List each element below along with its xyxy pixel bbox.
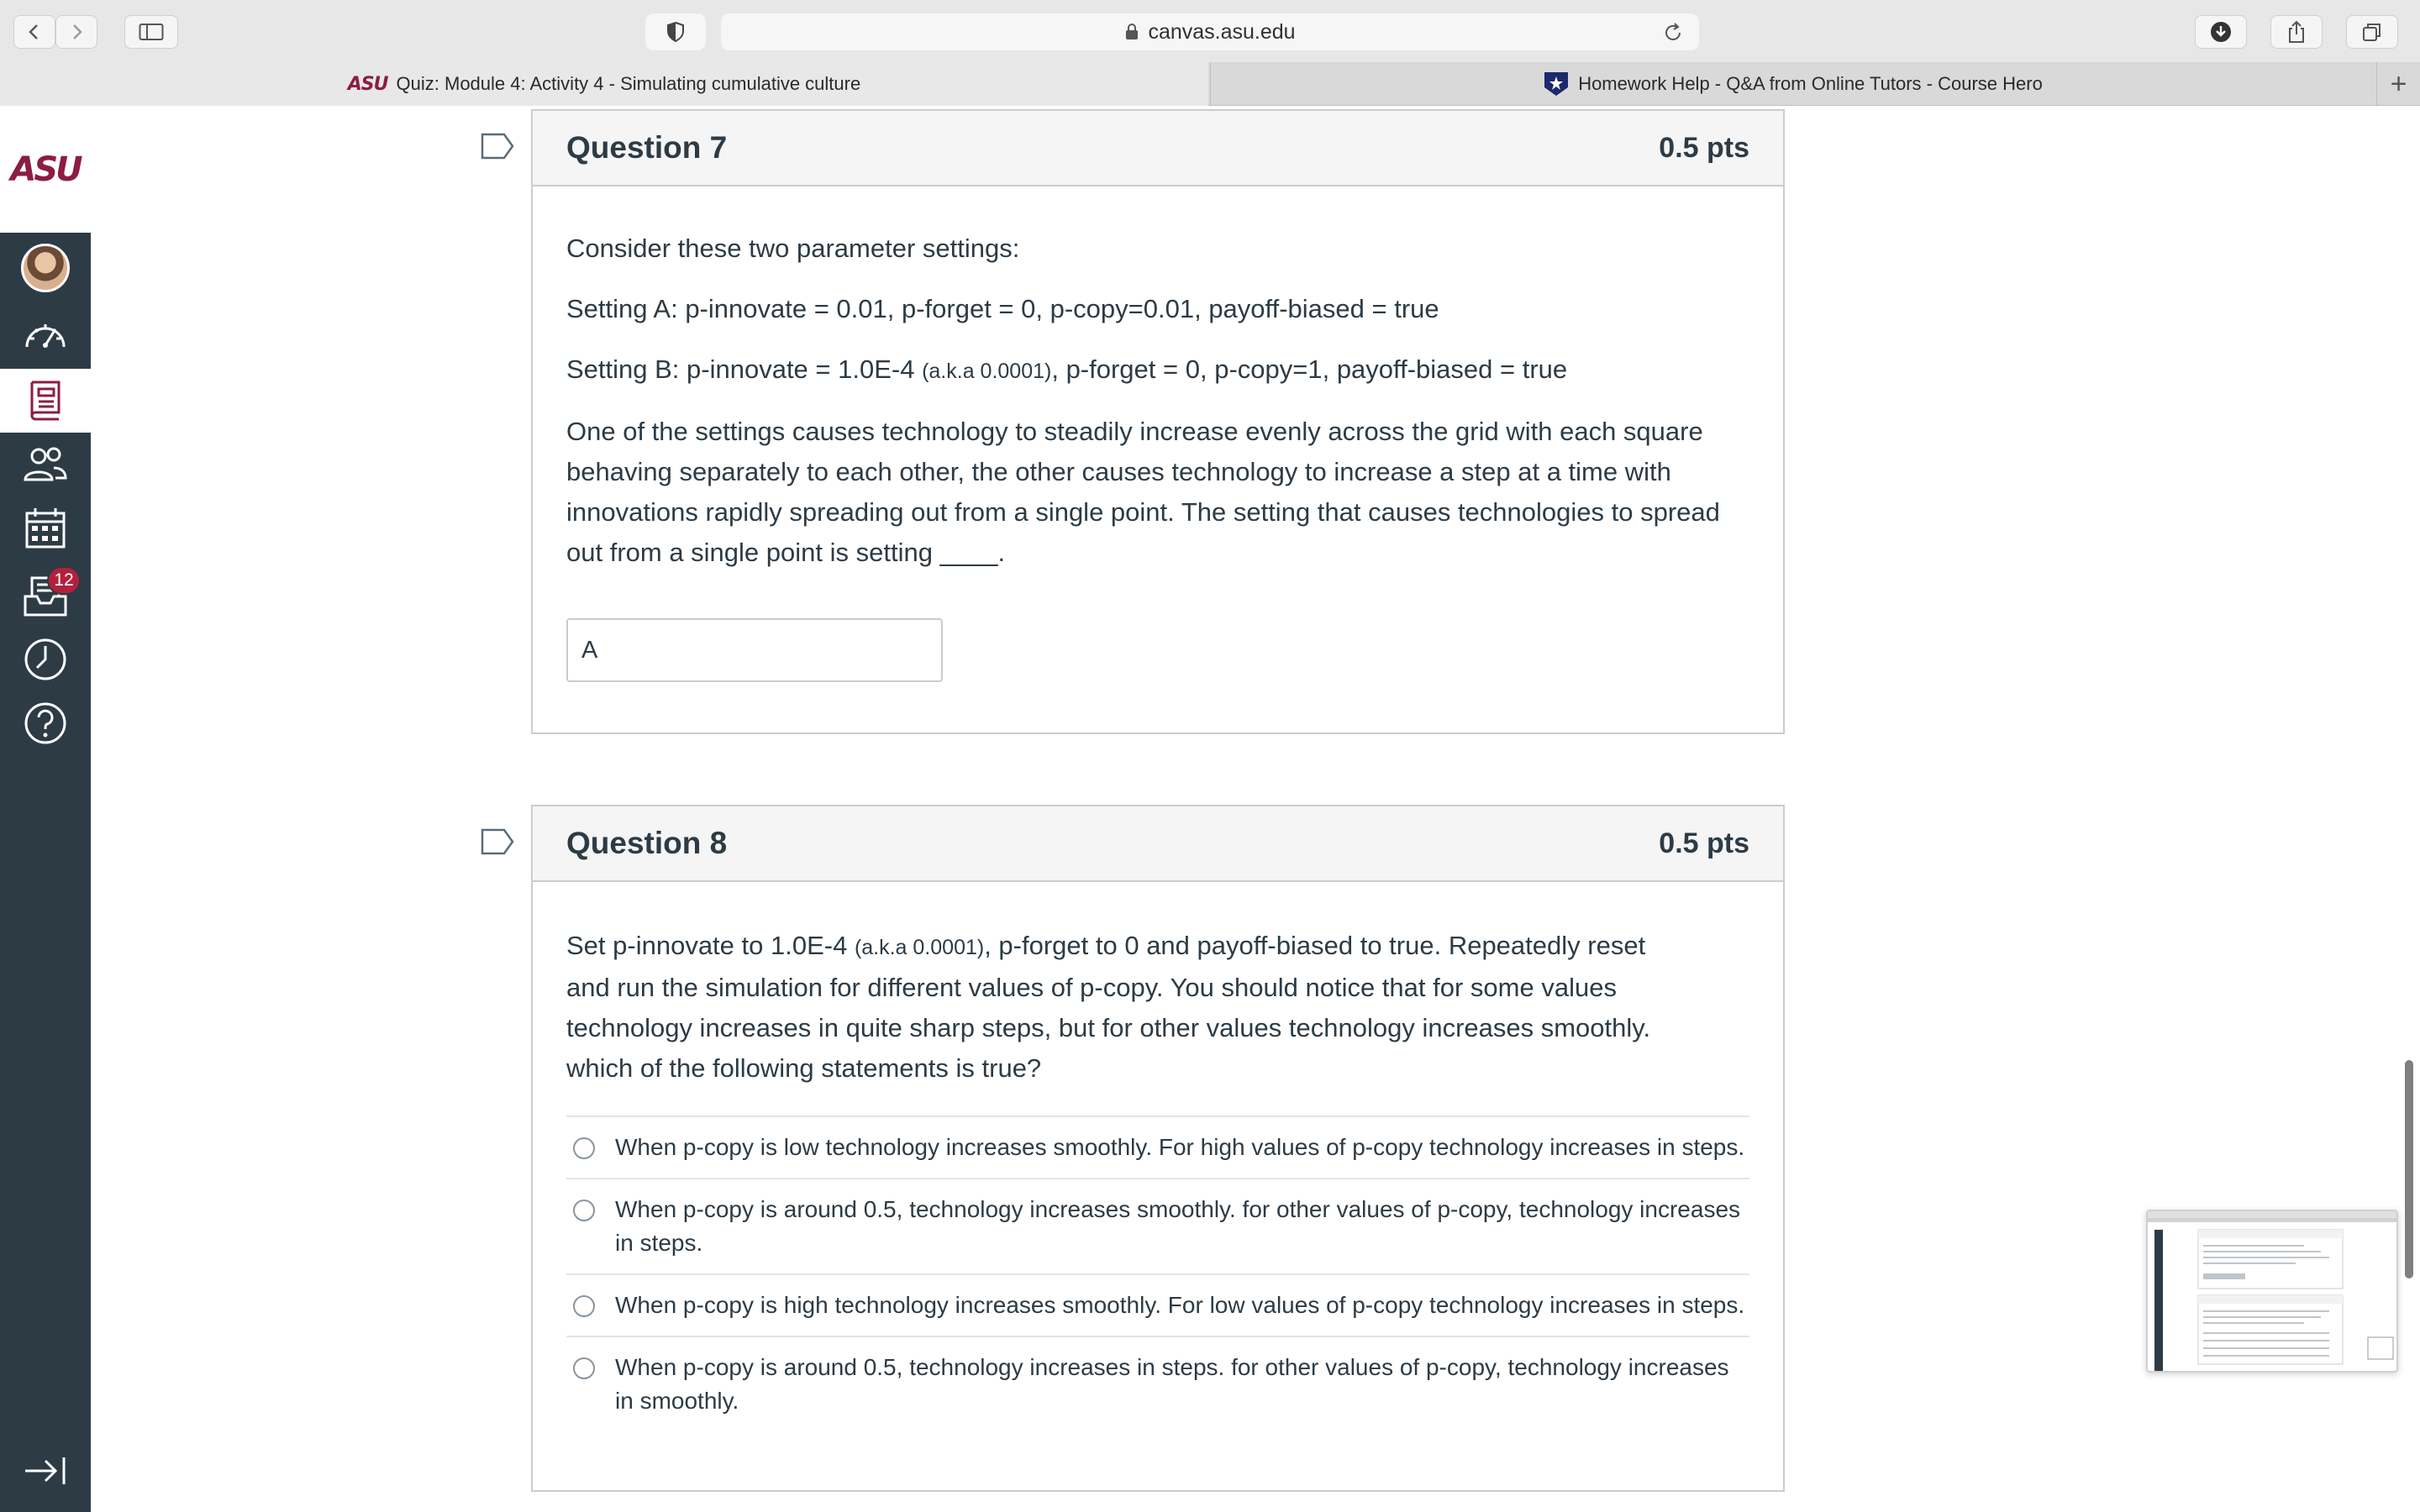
shield-icon — [666, 21, 685, 43]
nav-calendar[interactable] — [0, 496, 91, 560]
question-7-points: 0.5 pts — [1659, 131, 1749, 164]
courses-icon — [22, 377, 69, 424]
question-8-text: Set p-innovate to 1.0E-4 (a.k.a 0.0001), p-forget to 0 and payoff-biased to true. Repeatedly reset and run the simulation for different values of p-copy. You should notice that for some values technology increases in quite sharp steps, but for other values technology increases smoothly. which of the following statements is true? — [566, 931, 1651, 1083]
question-7-text: One of the settings causes technology to steadily increase evenly across the grid with each square behaving separately to each other, the other causes technology to increase a step at a time with innovations rapidly spreading out from a single point. The setting that causes technologies to spread out from a single point is setting ____. — [566, 417, 1720, 567]
nav-courses[interactable] — [0, 369, 91, 433]
back-button[interactable] — [13, 15, 55, 49]
question-8-option-3[interactable] — [566, 1275, 1749, 1337]
question-8-option-1[interactable] — [566, 1117, 1749, 1179]
history-icon — [22, 636, 69, 683]
option-2-radio[interactable] — [573, 1200, 595, 1221]
question-7-title: Question 7 — [566, 130, 728, 165]
groups-icon — [22, 441, 69, 488]
sidebar-toggle-button[interactable] — [124, 15, 178, 49]
option-3-label: When p-copy is high technology increases smoothly. For low values of p-copy technology increases in steps. — [615, 1292, 1745, 1318]
question-7-intro: Consider these two parameter settings: — [566, 234, 1020, 263]
privacy-report-button[interactable] — [645, 13, 706, 50]
question-8-points: 0.5 pts — [1659, 827, 1749, 859]
avatar — [21, 244, 70, 292]
share-icon — [2286, 20, 2307, 44]
page-scrollbar[interactable] — [2405, 1060, 2413, 1278]
nav-groups[interactable] — [0, 433, 91, 496]
question-8-option-2[interactable] — [566, 1179, 1749, 1275]
tab-overview-button[interactable] — [2346, 15, 2398, 49]
nav-inbox[interactable] — [0, 563, 91, 627]
browser-toolbar — [0, 0, 2420, 62]
question-8-options — [566, 1116, 1749, 1431]
tab-quiz[interactable] — [0, 62, 1208, 106]
question-8-title: Question 8 — [566, 826, 728, 860]
asu-favicon-icon: ASU — [347, 73, 388, 95]
flag-question-8-icon[interactable] — [481, 828, 514, 855]
reload-icon[interactable] — [1662, 22, 1684, 44]
question-8-body — [533, 882, 1783, 1431]
option-3-radio[interactable] — [573, 1295, 595, 1317]
calendar-icon — [22, 505, 69, 552]
question-8-header — [533, 806, 1783, 882]
question-8-card — [531, 805, 1785, 1492]
nav-help[interactable] — [0, 691, 91, 755]
chevron-right-icon — [67, 23, 86, 41]
page-preview-thumbnail[interactable] — [2146, 1210, 2398, 1373]
downloads-button[interactable] — [2195, 15, 2247, 49]
share-button[interactable] — [2270, 15, 2323, 49]
collapse-nav-icon — [22, 1447, 69, 1494]
flag-question-7-icon[interactable] — [481, 133, 514, 160]
tabs-icon — [2361, 21, 2383, 43]
url-text: canvas.asu.edu — [1148, 19, 1296, 44]
dashboard-icon — [22, 313, 69, 360]
course-hero-favicon-icon — [1543, 71, 1570, 97]
question-7-answer-input[interactable] — [566, 618, 943, 682]
chevron-left-icon — [25, 23, 44, 41]
help-icon — [22, 700, 69, 747]
question-7-body — [533, 186, 1783, 682]
asu-logo[interactable]: ASU — [0, 107, 91, 233]
question-7-card — [531, 109, 1785, 734]
account-avatar[interactable] — [0, 236, 91, 300]
tab-course-hero-label: Homework Help - Q&A from Online Tutors - Course Hero — [1578, 73, 2043, 94]
option-4-label: When p-copy is around 0.5, technology increases in steps. for other values of p-copy, technology increases in smoothly. — [615, 1354, 1729, 1414]
tab-course-hero[interactable] — [1210, 62, 2375, 106]
inbox-badge: 12 — [47, 566, 81, 595]
download-icon — [2210, 21, 2232, 43]
nav-history[interactable] — [0, 627, 91, 691]
option-2-label: When p-copy is around 0.5, technology increases smoothly. for other values of p-copy, technology increases in steps. — [615, 1196, 1741, 1256]
address-bar[interactable] — [721, 13, 1699, 50]
question-7-setting-a: Setting A: p-innovate = 0.01, p-forget = 0, p-copy=0.01, payoff-biased = true — [566, 294, 1439, 323]
collapse-nav-button[interactable] — [0, 1439, 91, 1503]
new-tab-button[interactable]: + — [2376, 62, 2420, 106]
question-8-option-4[interactable] — [566, 1337, 1749, 1431]
option-4-radio[interactable] — [573, 1357, 595, 1379]
tab-quiz-label: Quiz: Module 4: Activity 4 - Simulating cumulative culture — [396, 73, 861, 94]
lock-icon — [1124, 24, 1139, 40]
question-7-setting-b: Setting B: p-innovate = 1.0E-4 (a.k.a 0.0001), p-forget = 0, p-copy=1, payoff-biased = true — [566, 354, 1568, 384]
option-1-label: When p-copy is low technology increases smoothly. For high values of p-copy technology increases in steps. — [615, 1134, 1745, 1160]
forward-button[interactable] — [55, 15, 97, 49]
page-preview-image — [2148, 1211, 2398, 1373]
option-1-radio[interactable] — [573, 1137, 595, 1159]
nav-dashboard[interactable] — [0, 305, 91, 369]
sidebar-icon — [139, 23, 164, 41]
question-7-header — [533, 111, 1783, 186]
global-navigation — [0, 107, 91, 1512]
